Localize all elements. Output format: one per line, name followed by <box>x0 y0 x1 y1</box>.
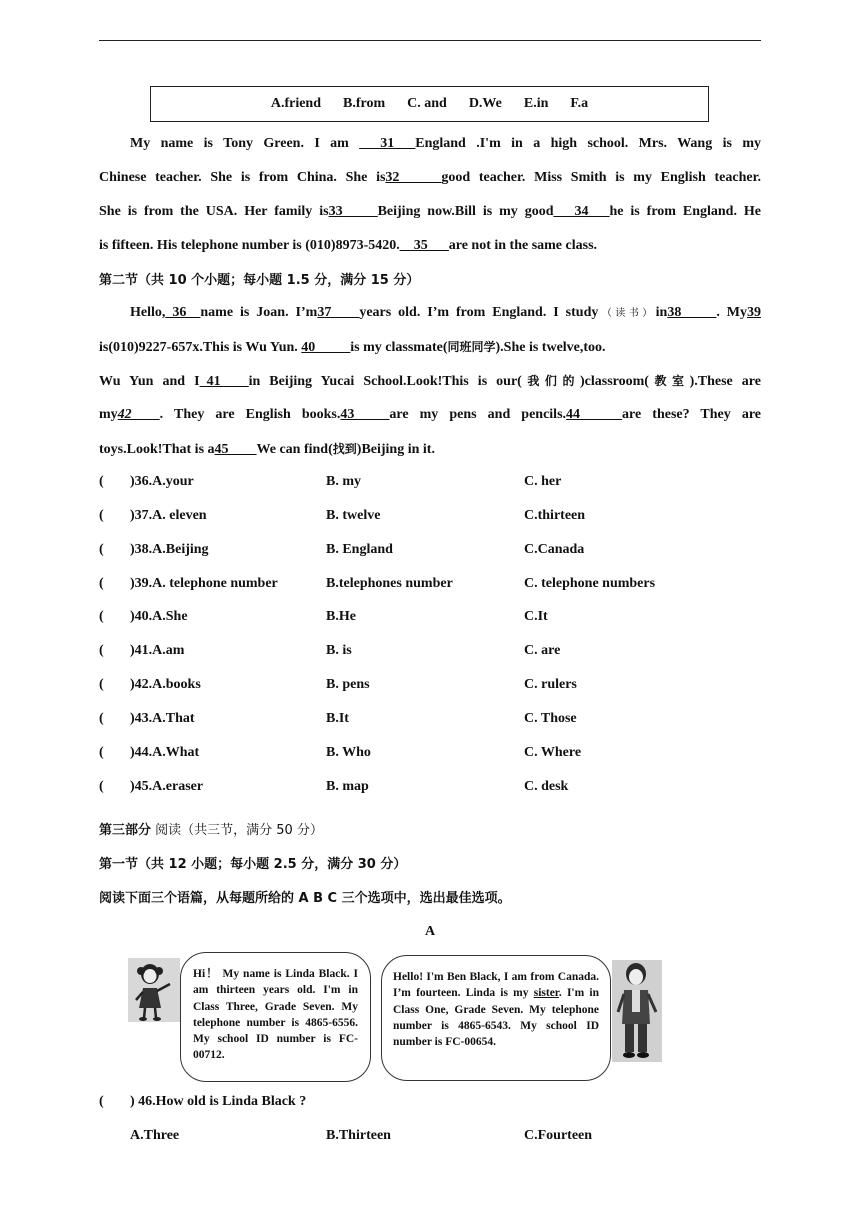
word-bank-option: F.a <box>570 96 589 111</box>
answer-paren[interactable]: ( <box>99 609 104 624</box>
word-bank-option: E.in <box>523 96 549 111</box>
text: Wu Yun and I <box>99 374 200 389</box>
part3-title: 第三部分 <box>99 823 152 838</box>
passage2-line1 <box>99 296 761 331</box>
text: is my classmate( <box>350 340 448 355</box>
text: )classroom( <box>580 374 649 389</box>
option-a: )40.A.She <box>130 609 188 624</box>
blank-44[interactable]: 44______ <box>566 407 623 422</box>
text: is(010)9227-657x.This is Wu Yun. <box>99 340 302 355</box>
answer-paren[interactable]: ( <box>99 508 104 523</box>
blank-33[interactable]: 33_____ <box>328 204 378 219</box>
text: good teacher. Miss Smith is my English teacher. <box>441 170 762 185</box>
text: in Beijing Yucai School.Look!This is our( <box>248 374 522 389</box>
text: he is from England. He <box>609 204 762 219</box>
passage1-line3 <box>99 195 761 229</box>
blank-37[interactable]: 37____ <box>317 305 360 320</box>
text: Beijing now.Bill is my good <box>377 204 554 219</box>
ben-speech-bubble <box>381 955 611 1081</box>
blank-43[interactable]: 43_____ <box>340 407 390 422</box>
text: . They are English books. <box>159 407 341 422</box>
section1-heading: 第一节（共 12 小题；每小题 2.5 分，满分 30 分） <box>99 857 407 872</box>
option-c: C.Fourteen <box>524 1128 593 1143</box>
answer-paren[interactable]: ( <box>99 474 104 489</box>
text: )Beijing in it. <box>356 442 435 457</box>
answer-paren[interactable]: ( <box>99 711 104 726</box>
question-row <box>99 540 761 560</box>
text: are not in the same class. <box>448 238 598 253</box>
blank-31[interactable]: ___31___ <box>359 136 416 151</box>
text: in <box>655 305 668 320</box>
blank-32[interactable]: 32______ <box>385 170 442 185</box>
text: my <box>99 407 118 422</box>
header-rule <box>99 40 761 41</box>
option-a: )43.A.That <box>130 711 195 726</box>
word-bank-option: D.We <box>468 96 502 111</box>
question-row <box>99 607 761 627</box>
text: She is from the USA. Her family is <box>99 204 329 219</box>
option-b: B.Thirteen <box>326 1128 391 1143</box>
passage1-line2 <box>99 161 761 195</box>
linda-speech-bubble <box>180 952 371 1082</box>
option-a: )42.A.books <box>130 677 201 692</box>
option-b: B. my <box>326 474 361 489</box>
option-b: B. England <box>326 542 393 557</box>
text: 同班同学 <box>447 340 496 354</box>
option-b: B.He <box>326 609 356 624</box>
word-bank-option: B.from <box>343 96 386 111</box>
answer-paren[interactable]: ( <box>99 542 104 557</box>
text: 教室 <box>648 374 690 388</box>
part3-subtitle: 阅读（共三节，满分 50 分） <box>151 823 323 838</box>
text: England .I'm in a high school. Mrs. Wang is my <box>415 136 761 151</box>
option-b: B. Who <box>326 745 371 760</box>
word-bank-box <box>150 86 709 122</box>
linda-intro-text: Hi！ My name is Linda Black. I am thirteen years old. I'm in Class Three, Grade Seven. My telephone number is 4865-6556. My school ID number is FC-00712. <box>193 968 358 1062</box>
option-c: C. rulers <box>524 677 577 692</box>
option-a: A.Three <box>130 1128 180 1143</box>
passage2-line2 <box>99 330 761 365</box>
text: name is Joan. I’m <box>200 305 318 320</box>
blank-35[interactable]: __35___ <box>399 238 449 253</box>
answer-paren[interactable]: ( <box>99 576 104 591</box>
option-b: B.telephones number <box>326 576 453 591</box>
question-row <box>99 743 761 763</box>
option-c: C.It <box>524 609 548 624</box>
option-b: B. is <box>326 643 352 658</box>
question-row <box>99 709 761 729</box>
text: years old. I’m from England. I study <box>359 305 599 320</box>
text: （读书） <box>598 308 656 319</box>
text: toys.Look!That is a <box>99 442 215 457</box>
option-b: B.It <box>326 711 349 726</box>
ben-intro-text: Hello! I'm Ben Black, I am from Canada. I’m fourteen. Linda is my <box>393 971 599 1000</box>
option-a: )38.A.Beijing <box>130 542 209 557</box>
text: We can find( <box>256 442 333 457</box>
question-row <box>99 675 761 695</box>
question-46-row <box>99 1092 761 1112</box>
option-a: )37.A. eleven <box>130 508 207 523</box>
passage2-line3 <box>99 364 761 399</box>
option-b: B. map <box>326 779 369 794</box>
option-a: )36.A.your <box>130 474 194 489</box>
text: ).She is twelve,too. <box>495 340 606 355</box>
text: is fifteen. His telephone number is (010)8973-5420. <box>99 238 400 253</box>
passage-letter: A <box>424 924 436 939</box>
question-row <box>99 506 761 526</box>
text: 找到 <box>332 442 357 456</box>
passage2-line5 <box>99 432 761 467</box>
option-b: B. twelve <box>326 508 381 523</box>
blank-34[interactable]: ___34___ <box>553 204 610 219</box>
blank-39[interactable]: 39 <box>747 305 762 320</box>
option-c: C. Where <box>524 745 582 760</box>
option-c: C. are <box>524 643 561 658</box>
question-row <box>99 472 761 492</box>
option-a: )44.A.What <box>130 745 200 760</box>
option-c: C.thirteen <box>524 508 586 523</box>
part3-heading <box>99 821 323 841</box>
question-row <box>99 777 761 797</box>
passage1-line1 <box>99 127 761 161</box>
question-46-options <box>99 1126 761 1146</box>
text: . My <box>716 305 748 320</box>
instructions: 阅读下面三个语篇，从每题所给的 A B C 三个选项中，选出最佳选项。 <box>99 891 511 906</box>
section2-heading: 第二节（共 10 个小题；每小题 1.5 分，满分 15 分） <box>99 273 420 288</box>
word-bank-option: C. and <box>407 96 447 111</box>
question-row <box>99 574 761 594</box>
answer-paren[interactable]: ( <box>99 779 104 794</box>
text: ).These are <box>689 374 761 389</box>
word-bank-option: A.friend <box>270 96 321 111</box>
passage2-line4 <box>99 398 761 432</box>
answer-paren[interactable]: ( <box>99 1094 104 1109</box>
option-c: C. Those <box>524 711 577 726</box>
text: are my pens and pencils. <box>389 407 567 422</box>
text: Hello, <box>130 305 166 320</box>
text: Chinese teacher. She is from China. She is <box>99 170 386 185</box>
option-c: C. telephone numbers <box>524 576 656 591</box>
ben-intro-sister: sister <box>533 987 559 1000</box>
blank-40[interactable]: 40_____ <box>301 340 351 355</box>
blank-38[interactable]: 38_____ <box>667 305 717 320</box>
option-c: C. desk <box>524 779 569 794</box>
blank-36[interactable]: _36__ <box>165 305 201 320</box>
question-row <box>99 641 761 661</box>
answer-paren[interactable]: ( <box>99 745 104 760</box>
blank-41[interactable]: _41____ <box>199 374 249 389</box>
option-a: )45.A.eraser <box>130 779 204 794</box>
option-c: C. her <box>524 474 562 489</box>
question-46-text: ) 46.How old is Linda Black ? <box>130 1094 307 1109</box>
ben-intro-text-cont: . I'm in Class One, Grade Seven. My telephone number is 4865-6543. My school ID number is FC-00654. <box>393 987 599 1049</box>
option-b: B. pens <box>326 677 370 692</box>
passage1-line4 <box>99 229 761 263</box>
text: 我们的 <box>521 374 581 388</box>
girl-avatar <box>128 958 180 1022</box>
text: My name is Tony Green. I am <box>130 136 360 151</box>
answer-paren[interactable]: ( <box>99 643 104 658</box>
option-c: C.Canada <box>524 542 585 557</box>
boy-avatar <box>612 960 662 1062</box>
blank-45[interactable]: 45____ <box>214 442 257 457</box>
option-a: )41.A.am <box>130 643 185 658</box>
text: are these? They are <box>622 407 761 422</box>
answer-paren[interactable]: ( <box>99 677 104 692</box>
option-a: )39.A. telephone number <box>130 576 278 591</box>
blank-42[interactable]: 42____ <box>117 407 160 422</box>
